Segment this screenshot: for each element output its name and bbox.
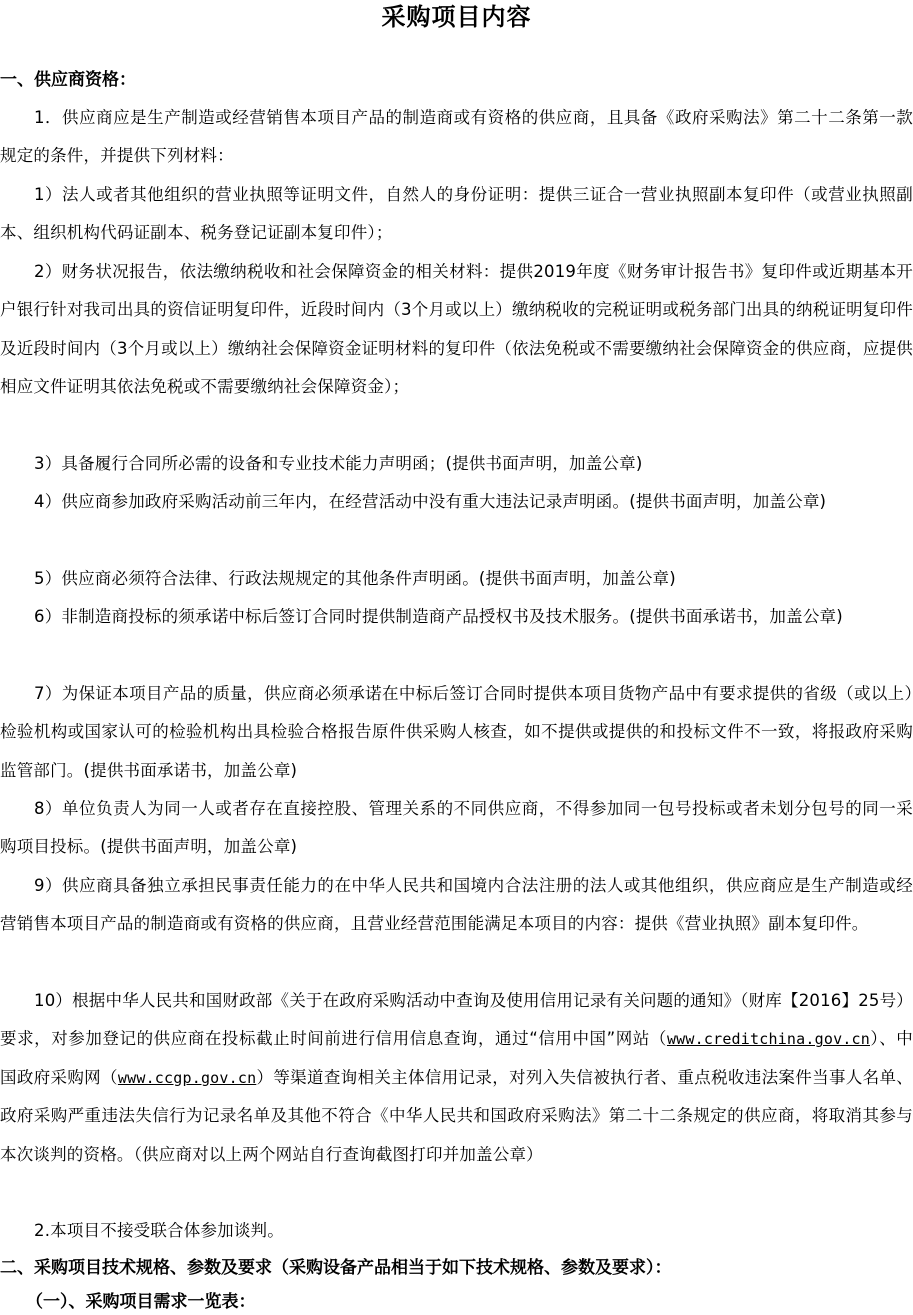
ccgp-link[interactable]: www.ccgp.gov.cn — [117, 1068, 257, 1087]
paragraph-item-2: 2.本项目不接受联合体参加谈判。 — [34, 1221, 284, 1240]
paragraph-sub-5: 5）供应商必须符合法律、行政法规规定的其他条件声明函。(提供书面声明，加盖公章) — [34, 569, 676, 588]
subsection-heading-requirements-list: （一）、采购项目需求一览表： — [26, 1292, 256, 1312]
section-heading-supplier-qualification: 一、供应商资格： — [0, 70, 136, 90]
paragraph-sub-10-text-b: ）、中国政府采购网（ — [0, 1029, 913, 1087]
paragraph-sub-4: 4）供应商参加政府采购活动前三年内，在经营活动中没有重大违法记录声明函。(提供书面声明，加盖公章) — [34, 492, 827, 511]
creditchina-link[interactable]: www.creditchina.gov.cn — [666, 1030, 871, 1049]
paragraph-sub-9: 9）供应商具备独立承担民事责任能力的在中华人民共和国境内合法注册的法人或其他组织，供应商应是生产制造或经营销售本项目产品的制造商或有资格的供应商，且营业经营范围能满足本项目的内容：提供《营业执照》副本复印件。 — [0, 876, 913, 934]
section-heading-technical-specs: 二、采购项目技术规格、参数及要求（采购设备产品相当于如下技术规格、参数及要求）： — [0, 1258, 672, 1278]
page-title: 采购项目内容 — [381, 3, 532, 31]
paragraph-sub-10-text-c: ）等渠道查询相关主体信用记录，对列入失信被执行者、重点税收违法案件当事人名单、政府采购严重违法失信行为记录名单及其他不符合《中华人民共和国政府采购法》第二十二条规定的供应商，将取消其参与本次谈判的资格。（供应商对以上两个网站自行查询截图打印并加盖公章） — [0, 1067, 913, 1164]
paragraph-sub-10 — [0, 982, 913, 1174]
paragraph-sub-7: 7）为保证本项目产品的质量，供应商必须承诺在中标后签订合同时提供本项目货物产品中有要求提供的省级（或以上）检验机构或国家认可的检验机构出具检验合格报告原件供采购人核查，如不提供或提供的和投标文件不一致，将报政府采购监管部门。(提供书面承诺书，加盖公章) — [0, 684, 913, 780]
paragraph-sub-3: 3）具备履行合同所必需的设备和专业技术能力声明函；(提供书面声明，加盖公章) — [34, 454, 643, 473]
paragraph-sub-1: 1）法人或者其他组织的营业执照等证明文件，自然人的身份证明：提供三证合一营业执照副本复印件（或营业执照副本、组织机构代码证副本、税务登记证副本复印件）； — [0, 185, 913, 243]
paragraph-item-1: 1．供应商应是生产制造或经营销售本项目产品的制造商或有资格的供应商，且具备《政府采购法》第二十二条第一款规定的条件，并提供下列材料： — [0, 108, 913, 166]
paragraph-sub-10-text-a: 10）根据中华人民共和国财政部《关于在政府采购活动中查询及使用信用记录有关问题的通知》（财库【2016】25号）要求，对参加登记的供应商在投标截止时间前进行信用信息查询，通过“信用中国”网站（ — [0, 991, 913, 1049]
paragraph-sub-2: 2）财务状况报告，依法缴纳税收和社会保障资金的相关材料：提供2019年度《财务审计报告书》复印件或近期基本开户银行针对我司出具的资信证明复印件，近段时间内（3个月或以上）缴纳税收的完税证明或税务部门出具的纳税证明复印件及近段时间内（3个月或以上）缴纳社会保障资金证明材料的复印件（依法免税或不需要缴纳社会保障资金的供应商，应提供相应文件证明其依法免税或不需要缴纳社会保障资金）； — [0, 262, 913, 397]
paragraph-sub-8: 8）单位负责人为同一人或者存在直接控股、管理关系的不同供应商，不得参加同一包号投标或者未划分包号的同一采购项目投标。(提供书面声明，加盖公章) — [0, 799, 913, 857]
paragraph-sub-6: 6）非制造商投标的须承诺中标后签订合同时提供制造商产品授权书及技术服务。(提供书面承诺书，加盖公章) — [34, 607, 843, 626]
